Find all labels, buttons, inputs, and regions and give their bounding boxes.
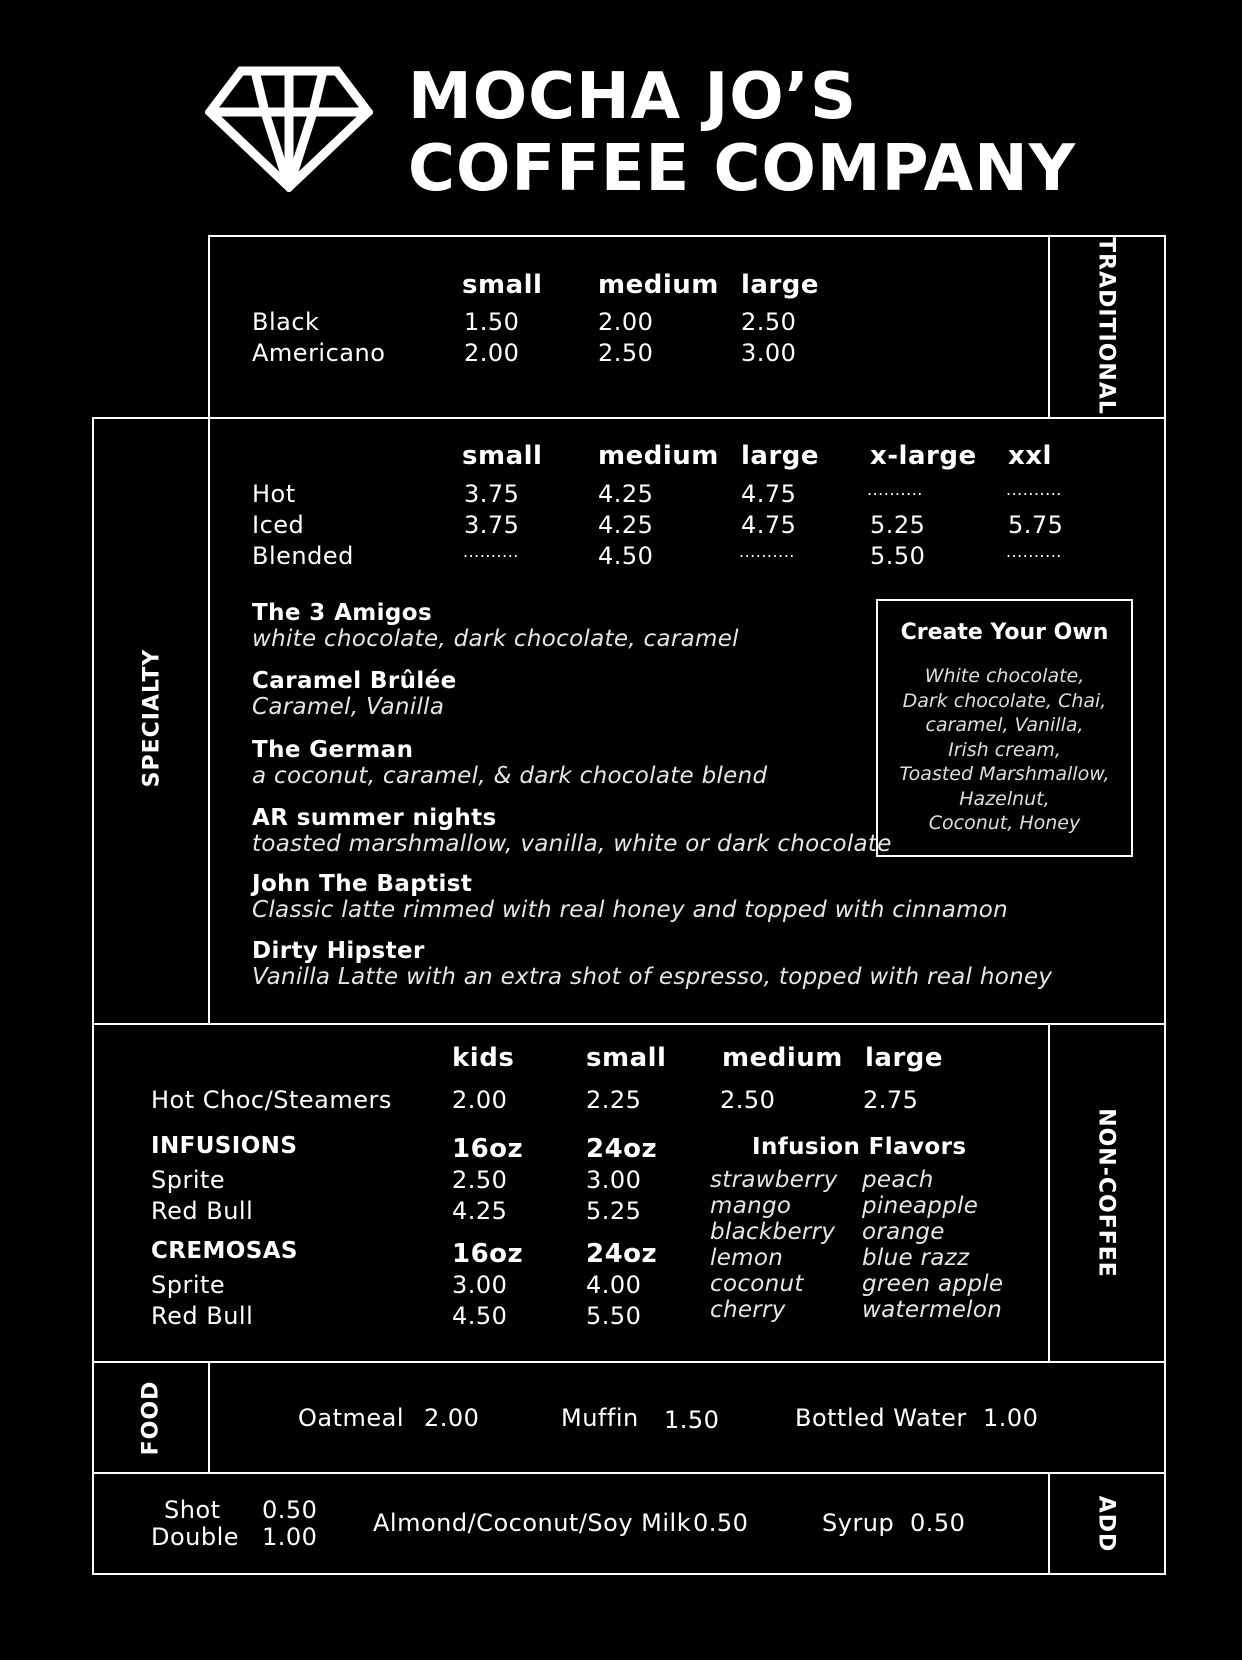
drink-name: The German <box>252 737 414 763</box>
price: .......... <box>867 480 923 499</box>
drink-description: a coconut, caramel, & dark chocolate blend <box>252 763 768 789</box>
item-name: Muffin <box>561 1404 639 1432</box>
drink-description: Classic latte rimmed with real honey and topped with cinnamon <box>252 897 1009 923</box>
price: 5.50 <box>870 542 926 570</box>
price: 3.00 <box>586 1166 642 1194</box>
section-label-non-coffee: NON-COFFEE <box>1093 1108 1119 1278</box>
create-your-own-list <box>876 664 1133 836</box>
brand-title-line1: MOCHA JO’S <box>408 60 858 134</box>
size-header: x-large <box>870 441 977 471</box>
drink-description: toasted marshmallow, vanilla, white or dark chocolate <box>252 831 892 857</box>
flavor: strawberry <box>710 1167 838 1193</box>
flavor: blackberry <box>710 1219 836 1245</box>
item-name: Red Bull <box>151 1197 254 1225</box>
price: 3.00 <box>741 339 797 367</box>
price: 2.50 <box>741 308 797 336</box>
size-header: 24oz <box>586 1239 658 1269</box>
drink-name: Dirty Hipster <box>252 938 425 964</box>
size-header: kids <box>452 1043 515 1073</box>
price: 2.00 <box>464 339 520 367</box>
item-name: Americano <box>252 339 386 367</box>
item-name: Blended <box>252 542 354 570</box>
flavor: peach <box>862 1167 934 1193</box>
item-name: Red Bull <box>151 1302 254 1330</box>
item-name: Iced <box>252 511 305 539</box>
drink-description: Vanilla Latte with an extra shot of espresso, topped with real honey <box>252 964 1053 990</box>
size-header: medium <box>598 270 719 300</box>
size-header: large <box>741 441 820 471</box>
price: 2.50 <box>452 1166 508 1194</box>
price: 2.25 <box>586 1086 642 1114</box>
drink-name: John The Baptist <box>252 871 473 897</box>
price: 4.00 <box>586 1271 642 1299</box>
size-header: medium <box>598 441 719 471</box>
drink-description: Caramel, Vanilla <box>252 694 445 720</box>
infusion-flavors-title: Infusion Flavors <box>752 1134 967 1160</box>
price: 4.50 <box>598 542 654 570</box>
size-header: large <box>741 270 820 300</box>
size-header: xxl <box>1008 441 1052 471</box>
price: 2.00 <box>598 308 654 336</box>
price: .......... <box>1006 542 1062 561</box>
item-name: Hot <box>252 480 296 508</box>
price: 4.25 <box>598 511 654 539</box>
section-label-specialty: SPECIALTY <box>139 648 165 788</box>
price: .......... <box>1006 480 1062 499</box>
price: 1.50 <box>464 308 520 336</box>
section-label-food: FOOD <box>138 1380 164 1456</box>
drink-name: Caramel Brûlée <box>252 668 457 694</box>
price: 0.50 <box>262 1496 318 1524</box>
price: 5.50 <box>586 1302 642 1330</box>
flavor-option: Hazelnut, <box>959 787 1050 810</box>
price: 4.25 <box>598 480 654 508</box>
price: 1.00 <box>262 1523 318 1551</box>
flavor-option: Toasted Marshmallow, <box>899 763 1110 785</box>
infusions-label: INFUSIONS <box>151 1133 298 1159</box>
flavor: pineapple <box>862 1193 979 1219</box>
price: 3.75 <box>464 480 520 508</box>
price: 0.50 <box>910 1509 966 1537</box>
item-name: Sprite <box>151 1166 226 1194</box>
price: 2.75 <box>863 1086 919 1114</box>
size-header: large <box>865 1043 944 1073</box>
section-label-add: ADD <box>1093 1495 1119 1553</box>
flavor: blue razz <box>862 1245 970 1271</box>
price: 2.00 <box>424 1404 480 1432</box>
price: 0.50 <box>693 1509 749 1537</box>
size-header: medium <box>722 1043 843 1073</box>
price: 3.75 <box>464 511 520 539</box>
diamond-icon <box>205 66 373 192</box>
price: 4.75 <box>741 511 797 539</box>
drink-name: The 3 Amigos <box>252 600 433 626</box>
flavor-option: caramel, Vanilla, <box>925 714 1084 736</box>
size-header: 24oz <box>586 1134 658 1164</box>
price: 4.25 <box>452 1197 508 1225</box>
price: .......... <box>463 542 519 561</box>
price: 5.25 <box>870 511 926 539</box>
create-your-own-title: Create Your Own <box>900 620 1109 645</box>
size-header: small <box>586 1043 667 1073</box>
section-label-traditional: TRADITIONAL <box>1093 237 1119 415</box>
price: 2.00 <box>452 1086 508 1114</box>
price: 2.50 <box>598 339 654 367</box>
add-item-name: Double <box>151 1523 240 1551</box>
item-name: Oatmeal <box>298 1404 405 1432</box>
flavor-option: Irish cream, <box>948 738 1061 761</box>
price: 4.75 <box>741 480 797 508</box>
size-header: small <box>462 270 543 300</box>
flavor: watermelon <box>862 1297 1003 1323</box>
brand-title-line2: COFFEE COMPANY <box>408 132 1077 206</box>
add-item-name: Shot <box>164 1496 221 1524</box>
size-header: 16oz <box>452 1239 524 1269</box>
price: 5.75 <box>1008 511 1064 539</box>
price: 5.25 <box>586 1197 642 1225</box>
cremosas-label: CREMOSAS <box>151 1238 298 1264</box>
flavor: orange <box>862 1219 945 1245</box>
flavor-option: Coconut, Honey <box>928 812 1081 834</box>
flavor: lemon <box>710 1245 784 1271</box>
price: 2.50 <box>720 1086 776 1114</box>
size-header: 16oz <box>452 1134 524 1164</box>
flavor-option: White chocolate, <box>924 665 1085 687</box>
flavor: cherry <box>710 1297 786 1323</box>
item-name: Hot Choc/Steamers <box>151 1086 392 1114</box>
add-item-name: Syrup <box>822 1509 895 1537</box>
item-name: Sprite <box>151 1271 226 1299</box>
price: 4.50 <box>452 1302 508 1330</box>
flavor: green apple <box>862 1271 1004 1297</box>
drink-name: AR summer nights <box>252 805 497 831</box>
item-name: Black <box>252 308 320 336</box>
size-header: small <box>462 441 543 471</box>
price: .......... <box>739 542 795 561</box>
drink-description: white chocolate, dark chocolate, caramel <box>252 626 739 652</box>
price: 1.50 <box>664 1406 720 1434</box>
item-name: Bottled Water <box>795 1404 967 1432</box>
flavor: coconut <box>710 1271 804 1297</box>
price: 3.00 <box>452 1271 508 1299</box>
flavor: mango <box>710 1193 792 1219</box>
price: 1.00 <box>983 1404 1039 1432</box>
flavor-option: Dark chocolate, Chai, <box>902 689 1107 712</box>
add-item-name: Almond/Coconut/Soy Milk <box>373 1509 692 1537</box>
